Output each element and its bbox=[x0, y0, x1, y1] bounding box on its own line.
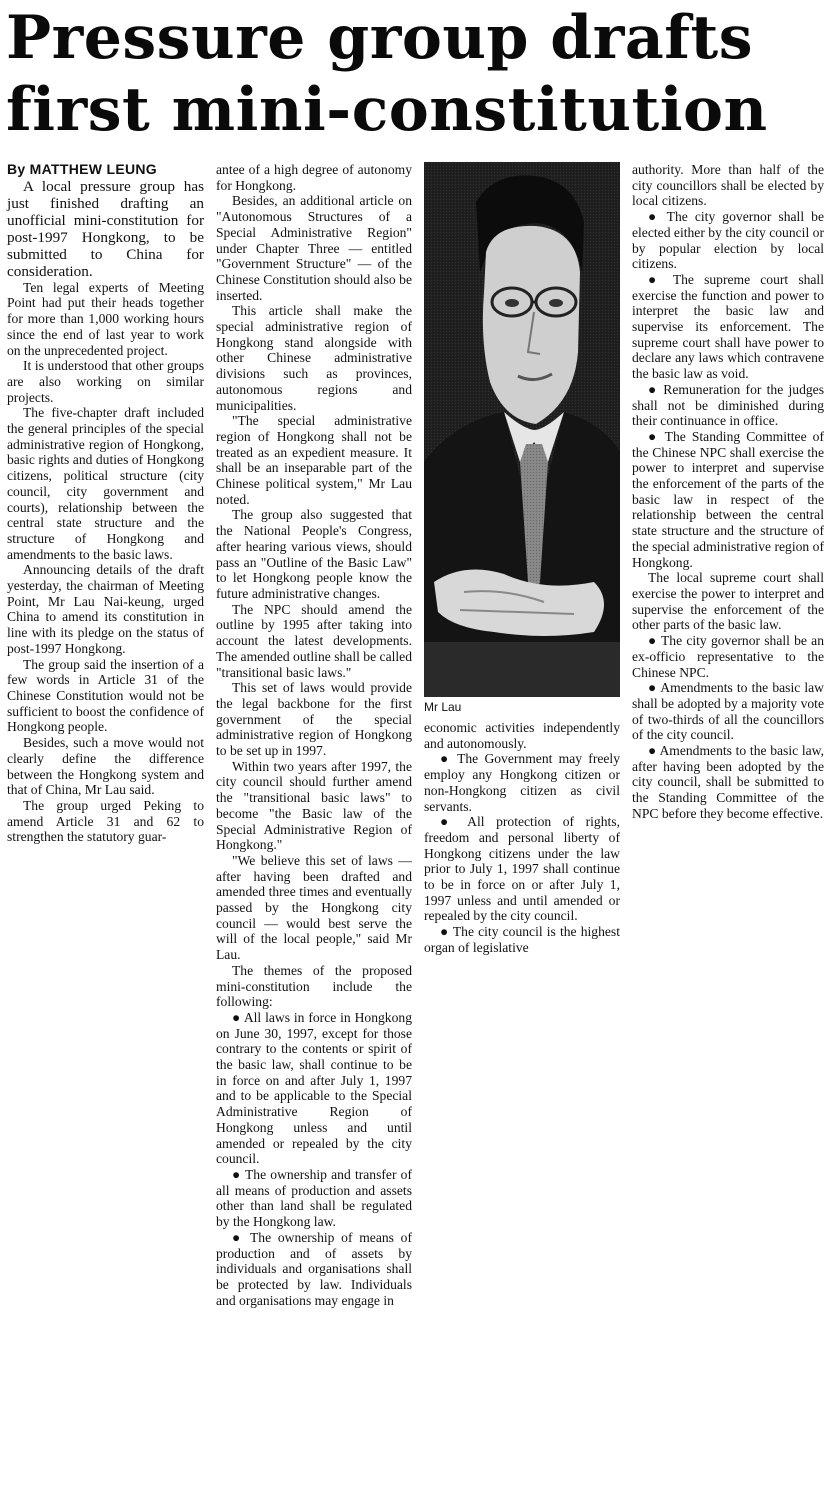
bullet-paragraph: ● The Government may freely employ any Hongkong citizen or non-Hongkong citizen as civil servants. bbox=[424, 751, 620, 814]
bullet-paragraph: ● The Standing Committee of the Chinese NPC shall exercise the power to interpret and supervise the enforcement of the parts of the basic law in respect of the relationship between the central state structure and the structure of the special administrative region of Hongkong. bbox=[632, 428, 824, 570]
paragraph: antee of a high degree of autonomy for Hongkong. bbox=[216, 162, 412, 193]
paragraph: This set of laws would provide the legal backbone for the first government of the special administrative region of Hongkong to be set up in 1997. bbox=[216, 680, 412, 759]
bullet-paragraph: ● Amendments to the basic law shall be adopted by a majority vote of two-thirds of all the councillors of the city council. bbox=[632, 680, 824, 743]
bullet-paragraph: ● The supreme court shall exercise the function and power to interpret the basic law and supervise its enforcement. The supreme court shall have power to declare any laws which contravene the basic law as void. bbox=[632, 271, 824, 382]
paragraph: This article shall make the special administrative region of Hongkong stand alongside with other Chinese administrative divisions such as provinces, autonomous regions and municipalities. bbox=[216, 303, 412, 413]
paragraph: The five-chapter draft included the general principles of the special administrative region of Hongkong, basic rights and duties of Hongkong citizens, political structure (city council, city government and courts), relationship between the central state structure and the structure of Hongkong and amendments to the basic laws. bbox=[7, 405, 204, 562]
paragraph: Besides, such a move would not clearly define the difference between the Hongkong system and that of China, Mr Lau said. bbox=[7, 735, 204, 798]
headline-line-2: first mini-constitution bbox=[6, 75, 768, 145]
headline-line-1: Pressure group drafts bbox=[6, 3, 754, 73]
bullet-paragraph: ● All laws in force in Hongkong on June 30, 1997, except for those contrary to the contents or spirit of the basic law, shall continue to be in force on and after July 1, 1997 and to be applicable to the Special Administrative Region of Hongkong unless and until amended or repealed by the city council. bbox=[216, 1009, 412, 1167]
bullet-paragraph: ● The city governor shall be elected either by the city council or by popular election by local citizens. bbox=[632, 209, 824, 272]
paragraph: The local supreme court shall exercise the power to interpret and supervise the enforcement of the other parts of the basic law. bbox=[632, 570, 824, 633]
byline: By MATTHEW LEUNG bbox=[7, 161, 157, 177]
headline bbox=[6, 2, 826, 146]
portrait-photo bbox=[424, 162, 620, 697]
bullet-paragraph: ● The ownership and transfer of all means of production and assets other than land shall be regulated by the Hongkong law. bbox=[216, 1167, 412, 1230]
paragraph: Ten legal experts of Meeting Point had put their heads together for more than 1,000 working hours since the end of last year to work on the unprecedented project. bbox=[7, 279, 204, 358]
bullet-paragraph: ● Remuneration for the judges shall not be diminished during their continuance in office. bbox=[632, 381, 824, 429]
bullet-paragraph: ● Amendments to the basic law, after having been adopted by the city council, shall be submitted to the Standing Committee of the NPC before they become effective. bbox=[632, 743, 824, 821]
bullet-paragraph: ● All protection of rights, freedom and personal liberty of Hongkong citizens under the law prior to July 1, 1997 shall continue to be in force on or after July 1, 1997 unless and until amended or repealed by the city council. bbox=[424, 814, 620, 924]
paragraph: The group said the insertion of a few words in Article 31 of the Chinese Constitution would not be sufficient to boost the confidence of Hongkong people. bbox=[7, 656, 204, 735]
article-column-3 bbox=[424, 720, 620, 956]
article-column-4 bbox=[632, 162, 824, 822]
paragraph: economic activities independently and autonomously. bbox=[424, 720, 620, 751]
bullet-paragraph: ● The ownership of means of production and of assets by individuals and organisations shall be protected by law. Individuals and organisations may engage in bbox=[216, 1229, 412, 1308]
paragraph: It is understood that other groups are also working on similar projects. bbox=[7, 358, 204, 405]
bullet-paragraph: ● The city council is the highest organ of legislative bbox=[424, 924, 620, 955]
paragraph: A local pressure group has just finished drafting an unofficial mini-constitution for post-1997 Hongkong, to be submitted to China for consideration. bbox=[7, 177, 204, 280]
paragraph: "The special administrative region of Hongkong shall not be treated as an expedient measure. It shall be an inseparable part of the Chinese political system," Mr Lau noted. bbox=[216, 413, 412, 507]
paragraph: Announcing details of the draft yesterday, the chairman of Meeting Point, Mr Lau Nai-keung, urged China to amend its constitution in line with its pledge on the status of post-1997 Hongkong. bbox=[7, 562, 204, 656]
paragraph: The group urged Peking to amend Article 31 and 62 to strengthen the statutory guar- bbox=[7, 797, 204, 845]
bullet-paragraph: ● The city governor shall be an ex-officio representative to the Chinese NPC. bbox=[632, 633, 824, 680]
paragraph: The group also suggested that the National People's Congress, after hearing various views, should pass an "Outline of the Basic Law" to let Hongkong people know the future administrative changes. bbox=[216, 507, 412, 601]
photo-caption: Mr Lau bbox=[424, 700, 462, 714]
paragraph: authority. More than half of the city councillors shall be elected by local citizens. bbox=[632, 162, 824, 209]
photo-block bbox=[424, 162, 620, 714]
article-column-2 bbox=[216, 162, 412, 1308]
paragraph: Besides, an additional article on "Autonomous Structures of a Special Administrative Region" under Chapter Three — entitled "Government Structure" — of the Chinese Constitution should also be inserted. bbox=[216, 193, 412, 303]
paragraph: The NPC should amend the outline by 1995 after taking into account the latest developments. The amended outline shall be called "transitional basic laws." bbox=[216, 601, 412, 680]
paragraph: "We believe this set of laws — after having been drafted and amended three times and eventually passed by the Hongkong city council — would best serve the will of the local people," said Mr Lau. bbox=[216, 852, 412, 963]
paragraph: Within two years after 1997, the city council should further amend the "transitional basic laws" to become "the Basic law of the Special Administrative Region of Hongkong." bbox=[216, 758, 412, 853]
paragraph: The themes of the proposed mini-constitution include the following: bbox=[216, 962, 412, 1010]
article-column-1 bbox=[7, 162, 204, 845]
portrait-illustration bbox=[424, 162, 620, 697]
